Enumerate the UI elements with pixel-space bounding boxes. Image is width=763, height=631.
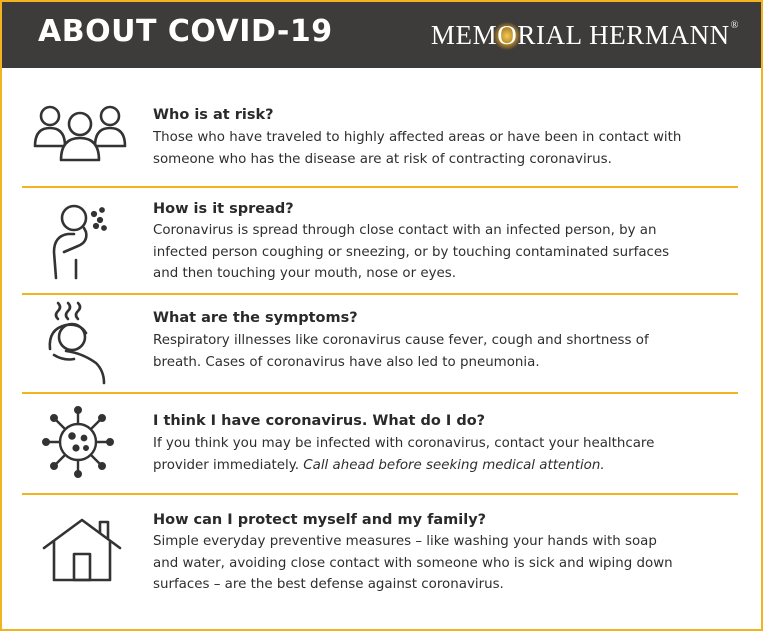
body-line: Coronavirus is spread through close contact with an infected person, by an [153, 223, 657, 238]
call-ahead-note: Call ahead before seeking medical attention. [303, 457, 605, 473]
section-divider [22, 293, 738, 295]
section-heading: How can I protect myself and my family? [153, 512, 487, 528]
person-fever-icon [30, 299, 130, 385]
body-line: Simple everyday preventive measures – like washing your hands with soap [153, 534, 657, 549]
body-text: provider immediately. [153, 457, 304, 473]
header-bar [2, 2, 761, 68]
virus-icon [30, 404, 130, 480]
section-heading: How is it spread? [153, 201, 294, 217]
body-line: breath. Cases of coronavirus have also led to pneumonia. [153, 354, 540, 370]
body-line: Those who have traveled to highly affected areas or have been in contact with [153, 130, 682, 145]
section-divider [22, 392, 738, 394]
brand-text-part1: MEM [430, 20, 498, 50]
section-heading: Who is at risk? [153, 107, 274, 123]
person-coughing-icon [30, 202, 130, 280]
brand-logo [431, 20, 739, 51]
page-title: ABOUT COVID-19 [38, 14, 333, 49]
body-line: infected person coughing or sneezing, or by touching contaminated surfaces [153, 244, 670, 260]
body-line: surfaces – are the best defense against coronavirus. [153, 577, 504, 592]
body-line: If you think you may be infected with coronavirus, contact your healthcare [153, 436, 655, 451]
brand-registered-mark: ® [730, 20, 739, 31]
body-line [153, 455, 753, 477]
section-heading: I think I have coronavirus. What do I do? [153, 413, 486, 429]
body-line: and water, avoiding close contact with someone who is sick and wiping down [153, 555, 673, 571]
section-divider [22, 186, 738, 188]
house-icon [30, 514, 130, 584]
people-group-icon [30, 98, 130, 168]
section-divider [22, 493, 738, 495]
section-body [153, 531, 753, 596]
body-line: someone who has the disease are at risk of contracting coronavirus. [153, 151, 612, 167]
section-body [153, 330, 753, 373]
section-body [153, 127, 753, 170]
section-body [153, 220, 753, 285]
section-body [153, 433, 753, 476]
brand-glow-o: O [497, 20, 518, 50]
body-line: Respiratory illnesses like coronavirus cause fever, cough and shortness of [153, 333, 649, 348]
section-heading: What are the symptoms? [153, 310, 358, 326]
body-line: and then touching your mouth, nose or eyes. [153, 266, 456, 281]
brand-text-part2: RIAL HERMANN [517, 20, 730, 50]
